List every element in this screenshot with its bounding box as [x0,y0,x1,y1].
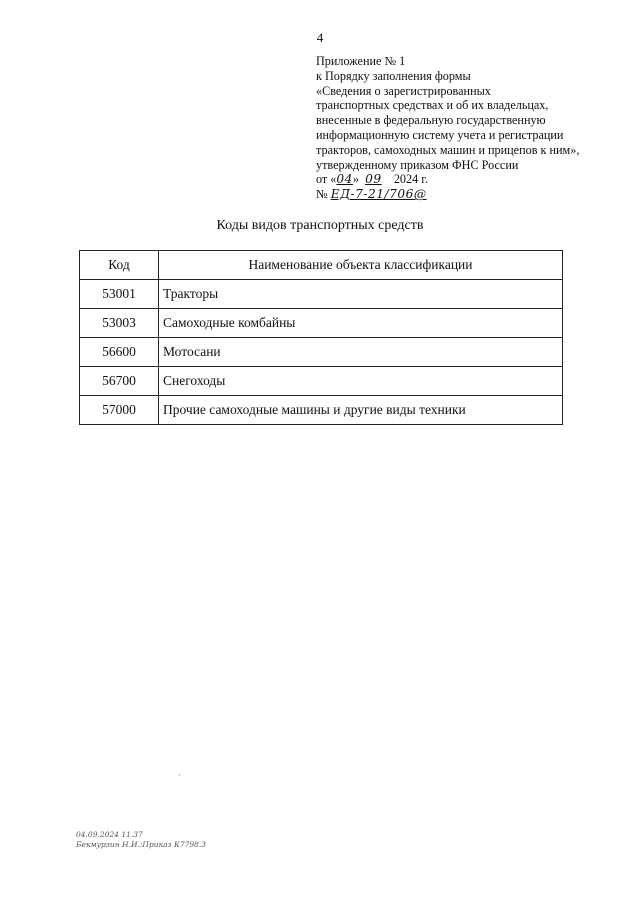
table-row [80,396,563,425]
vehicle-codes-table [79,250,563,425]
date-day: 04 [336,172,353,187]
column-header-code: Код [80,251,159,280]
date-prefix: от « [316,172,337,187]
scan-mark: · [178,771,181,780]
appendix-line: тракторов, самоходных машин и прицепов к ним», [316,142,580,157]
name-cell: Снегоходы [159,367,563,396]
code-cell: 53003 [80,309,159,338]
appendix-line: «Сведения о зарегистрированных [316,83,491,98]
name-cell: Мотосани [159,338,563,367]
code-cell: 56600 [80,338,159,367]
appendix-line: информационную систему учета и регистрации [316,127,564,142]
table-row [80,280,563,309]
code-cell: 56700 [80,367,159,396]
stamp-line: 04.09.2024 11.37 [76,830,143,839]
number-value: ЕД-7-21/706@ [330,187,427,202]
appendix-line: транспортных средствах и об их владельцах, [316,98,549,113]
table-row [80,367,563,396]
table-row [80,309,563,338]
table-header-row [80,251,563,280]
date-month: 09 [365,172,382,187]
order-date [316,172,616,187]
date-year: 2024 г. [393,172,428,187]
document-title: Коды видов транспортных средств [216,218,424,233]
name-cell: Прочие самоходные машины и другие виды техники [159,396,563,425]
appendix-line: утвержденному приказом ФНС России [316,157,519,172]
appendix-line: к Порядку заполнения формы [316,68,471,83]
order-number [316,187,616,202]
column-header-name: Наименование объекта классификации [159,251,563,280]
table-row [80,338,563,367]
code-cell: 57000 [80,396,159,425]
number-prefix: № [316,187,328,202]
date-mid: » [352,172,360,187]
registration-stamp [76,830,206,850]
appendix-block [316,54,616,202]
appendix-line: внесенные в федеральную государственную [316,113,546,128]
stamp-line: Бекмурзин Н.И.:Приказ К7798.3 [76,840,207,849]
name-cell: Самоходные комбайны [159,309,563,338]
page-number: 4 [316,30,324,45]
appendix-line: Приложение № 1 [316,54,406,68]
code-cell: 53001 [80,280,159,309]
name-cell: Тракторы [159,280,563,309]
